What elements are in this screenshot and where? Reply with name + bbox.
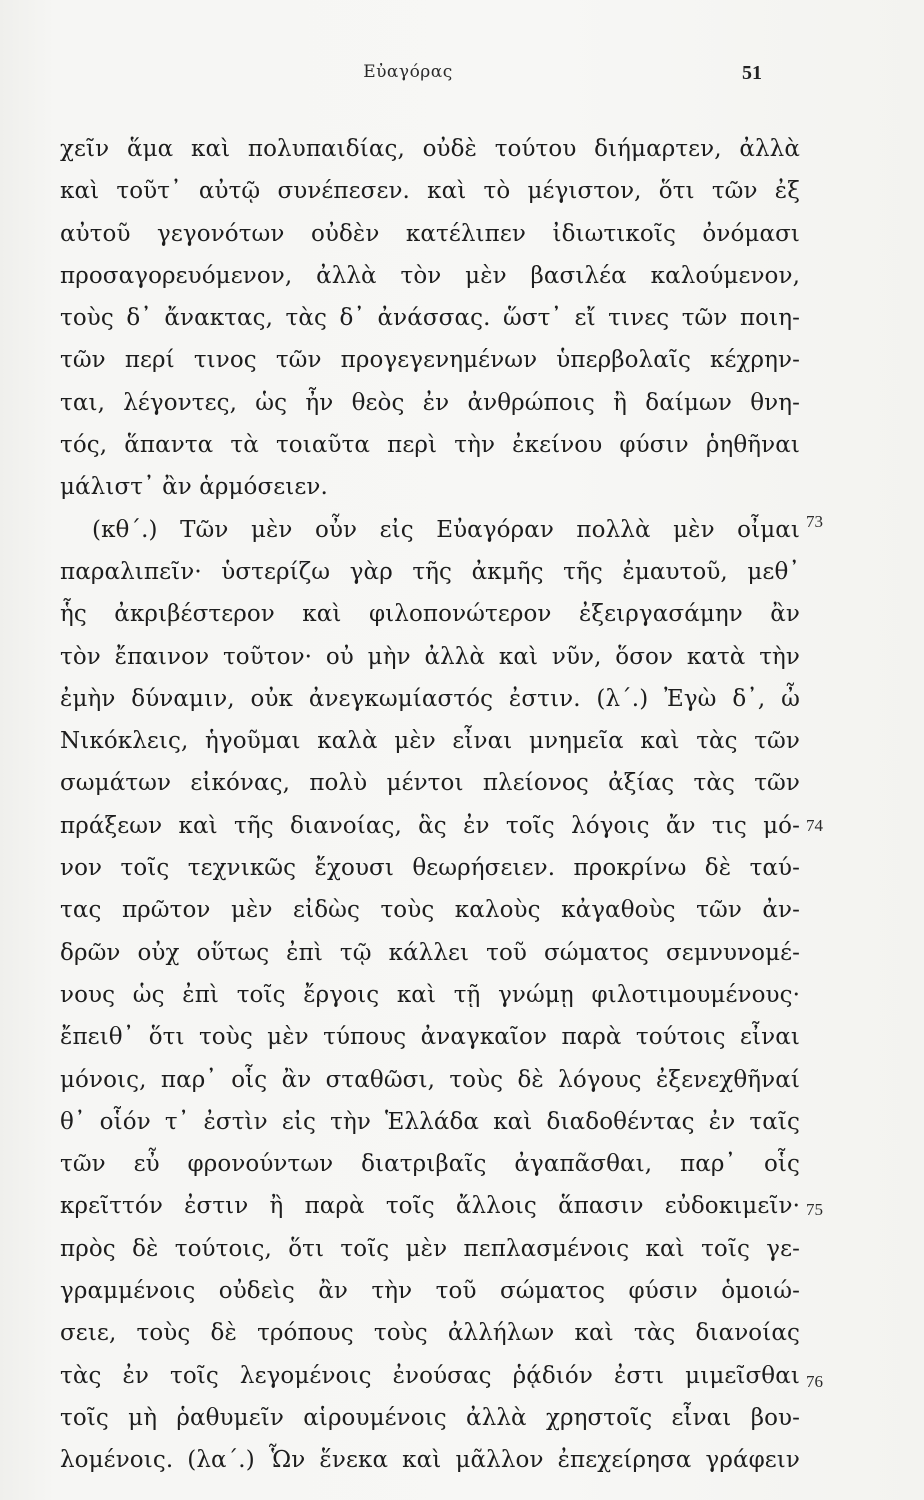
text-line: ἔπειθ᾽ ὅτι τοὺς μὲν τύπους ἀναγκαῖον παρὰ τούτοις εἶναι [60,1024,800,1051]
running-title: Εὐαγόρας [363,62,453,82]
page-number: 51 [742,62,762,84]
running-head [0,62,924,88]
text-line: δρῶν οὐχ οὕτως ἐπὶ τῷ κάλλει τοῦ σώματος σεμνυνομέ- [60,939,800,966]
text-line: τοὺς δ᾽ ἄνακτας, τὰς δ᾽ ἀνάσσας. ὥστ᾽ εἴ τινες τῶν ποιη- [60,305,800,332]
text-line: ἐμὴν δύναμιν, οὐκ ἀνεγκωμίαστός ἐστιν. (λ΄.) Ἐγὼ δ᾽, ὦ [60,685,800,712]
margin-number: 76 [806,1372,823,1391]
text-line: προσαγορευόμενον, ἀλλὰ τὸν μὲν βασιλέα καλούμενον, [60,262,800,289]
text-line: ἧς ἀκριβέστερον καὶ φιλοπονώτερον ἐξειργασάμην ἂν [60,601,800,628]
text-line: μόνοις, παρ᾽ οἷς ἂν σταθῶσι, τοὺς δὲ λόγους ἐξενεχθῆναί [60,1066,800,1093]
text-line: κρεῖττόν ἐστιν ἢ παρὰ τοῖς ἄλλοις ἅπασιν εὐδοκιμεῖν· [60,1193,800,1220]
text-line: τῶν εὖ φρονούντων διατριβαῖς ἀγαπᾶσθαι, παρ᾽ οἷς [60,1151,800,1178]
text-line: νους ὡς ἐπὶ τοῖς ἔργοις καὶ τῇ γνώμῃ φιλοτιμουμένους· [60,981,800,1008]
text-line: τὸν ἔπαινον τοῦτον· οὐ μὴν ἀλλὰ καὶ νῦν, ὅσον κατὰ τὴν [60,643,800,670]
text-line: ται, λέγοντες, ὡς ἦν θεὸς ἐν ἀνθρώποις ἢ δαίμων θνη- [60,389,800,416]
text-line: πράξεων καὶ τῆς διανοίας, ἃς ἐν τοῖς λόγοις ἄν τις μό- [60,812,800,839]
text-line: τός, ἅπαντα τὰ τοιαῦτα περὶ τὴν ἐκείνου φύσιν ῥηθῆναι [60,432,800,459]
text-line: λομένοις. (λα΄.) Ὧν ἕνεκα καὶ μᾶλλον ἐπεχείρησα γράφειν [60,1447,800,1474]
text-line: πρὸς δὲ τούτοις, ὅτι τοῖς μὲν πεπλασμένοις καὶ τοῖς γε- [60,1235,800,1262]
margin-number: 73 [806,512,823,531]
text-line: τας πρῶτον μὲν εἰδὼς τοὺς καλοὺς κἀγαθοὺς τῶν ἀν- [60,897,800,924]
text-line: Νικόκλεις, ἡγοῦμαι καλὰ μὲν εἶναι μνημεῖα καὶ τὰς τῶν [60,728,800,755]
text-line: θ᾽ οἷόν τ᾽ ἐστὶν εἰς τὴν Ἑλλάδα καὶ διαδοθέντας ἐν ταῖς [60,1108,800,1135]
text-line: μάλιστ᾽ ἂν ἁρμόσειεν. [60,474,328,501]
body-text [60,128,800,1482]
text-line: νον τοῖς τεχνικῶς ἔχουσι θεωρήσειεν. προκρίνω δὲ ταύ- [60,855,800,882]
text-line: σειε, τοὺς δὲ τρόπους τοὺς ἀλλήλων καὶ τὰς διανοίας [60,1320,800,1347]
margin-number: 74 [806,816,823,835]
text-line: χεῖν ἅμα καὶ πολυπαιδίας, οὐδὲ τούτου διήμαρτεν, ἀλλὰ [60,136,800,162]
text-line: καὶ τοῦτ᾽ αὐτῷ συνέπεσεν. καὶ τὸ μέγιστον, ὅτι τῶν ἐξ [60,178,800,205]
margin-number: 75 [806,1200,823,1219]
text-line: αὐτοῦ γεγονότων οὐδὲν κατέλιπεν ἰδιωτικοῖς ὀνόμασι [60,220,800,247]
text-line: τὰς ἐν τοῖς λεγομένοις ἐνούσας ῥᾴδιόν ἐστι μιμεῖσθαι [60,1362,800,1389]
text-line: τοῖς μὴ ῥαθυμεῖν αἱρουμένοις ἀλλὰ χρηστοῖς εἶναι βου- [60,1404,800,1431]
text-line: (κθ΄.) Τῶν μὲν οὖν εἰς Εὐαγόραν πολλὰ μὲν οἶμαι [92,516,800,543]
text-line: παραλιπεῖν· ὑστερίζω γὰρ τῆς ἀκμῆς τῆς ἐμαυτοῦ, μεθ᾽ [60,558,800,585]
text-line: τῶν περί τινος τῶν προγεγενημένων ὑπερβολαῖς κέχρην- [60,347,800,374]
text-line: σωμάτων εἰκόνας, πολὺ μέντοι πλείονος ἀξίας τὰς τῶν [60,770,800,797]
text-line: γραμμένοις οὐδεὶς ἂν τὴν τοῦ σώματος φύσιν ὁμοιώ- [60,1278,800,1305]
